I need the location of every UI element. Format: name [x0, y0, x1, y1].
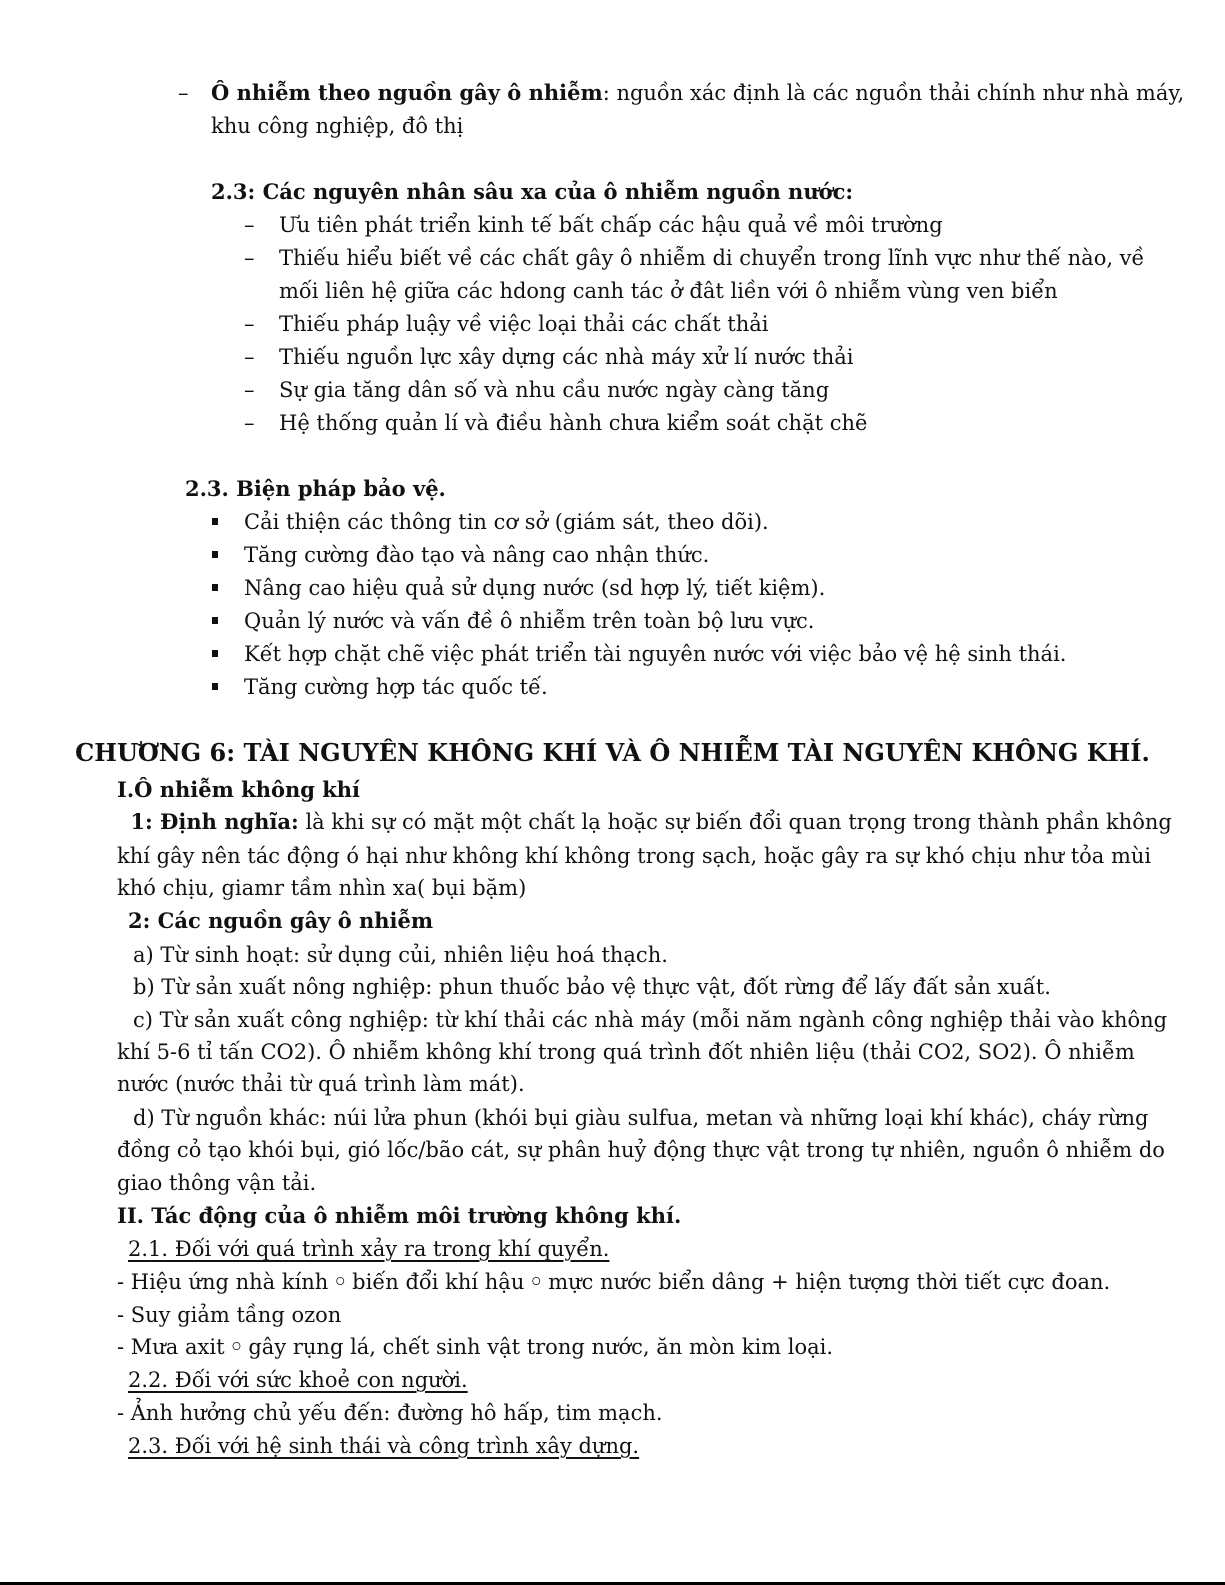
- paragraph-line: d) Từ nguồn khác: núi lửa phun (khói bụi giàu sulfua, metan và những loại khí khác), cháy rừng: [133, 1106, 1149, 1130]
- dash-bullet: –: [244, 213, 255, 237]
- dash-bullet: –: [244, 246, 255, 270]
- list-item: Hệ thống quản lí và điều hành chưa kiểm soát chặt chẽ: [279, 411, 868, 435]
- dash-bullet: –: [244, 312, 255, 336]
- definition-line: khí gây nên tác động ó hại như không khí không trong sạch, hoặc gây ra sự khó chịu như tỏa mùi: [117, 844, 1152, 868]
- square-bullet: [212, 518, 218, 525]
- paragraph-line: - Mưa axit ￮ gây rụng lá, chết sinh vật trong nước, ăn mòn kim loại.: [117, 1335, 834, 1359]
- definition-label: 1: Định nghĩa:: [130, 809, 299, 834]
- subsection-heading: 2: Các nguồn gây ô nhiễm: [128, 908, 434, 933]
- paragraph-line: b) Từ sản xuất nông nghiệp: phun thuốc bảo vệ thực vật, đốt rừng để lấy đất sản xuất.: [133, 975, 1051, 999]
- dash-bullet: –: [178, 81, 189, 105]
- item-bold-label: Ô nhiễm theo nguồn gây ô nhiễm: [211, 80, 603, 105]
- subsection-heading: 2.2. Đối với sức khoẻ con người.: [128, 1368, 468, 1392]
- definition-line: khó chịu, giamr tầm nhìn xa( bụi bặm): [117, 876, 527, 900]
- square-bullet: [212, 551, 218, 558]
- square-bullet: [212, 650, 218, 657]
- list-item: Thiếu nguồn lực xây dựng các nhà máy xử lí nước thải: [279, 345, 854, 369]
- paragraph-line: nước (nước thải từ quá trình làm mát).: [117, 1072, 525, 1096]
- paragraph-line: giao thông vận tải.: [117, 1171, 317, 1195]
- list-item: Thiếu pháp luậy về việc loại thải các chất thải: [279, 312, 769, 336]
- chapter-title: CHƯƠNG 6: TÀI NGUYÊN KHÔNG KHÍ VÀ Ô NHIỄM TÀI NGUYÊN KHÔNG KHÍ.: [75, 738, 1150, 767]
- square-bullet: [212, 617, 218, 624]
- subsection-heading: 2.1. Đối với quá trình xảy ra trong khí quyển.: [128, 1237, 610, 1261]
- list-item: Tăng cường hợp tác quốc tế.: [244, 675, 548, 699]
- dash-bullet: –: [244, 411, 255, 435]
- list-item: Ưu tiên phát triển kinh tế bất chấp các hậu quả về môi trường: [279, 213, 943, 237]
- list-item: Quản lý nước và vấn đề ô nhiễm trên toàn bộ lưu vực.: [244, 609, 815, 633]
- list-item: Thiếu hiểu biết về các chất gây ô nhiễm di chuyển trong lĩnh vực như thế nào, về: [279, 246, 1145, 270]
- paragraph-line: đồng cỏ tạo khói bụi, gió lốc/bão cát, sự phân huỷ động thực vật trong tự nhiên, nguồn ô nhiễm do: [117, 1138, 1165, 1162]
- square-bullet: [212, 584, 218, 591]
- paragraph-line: c) Từ sản xuất công nghiệp: từ khí thải các nhà máy (mỗi năm ngành công nghiệp thải vào không: [133, 1008, 1168, 1032]
- paragraph-line: a) Từ sinh hoạt: sử dụng củi, nhiên liệu hoá thạch.: [133, 943, 668, 967]
- definition-line: 1: Định nghĩa: là khi sự có mặt một chất lạ hoặc sự biến đổi quan trọng trong thành phần không: [130, 809, 1172, 834]
- square-bullet: [212, 683, 218, 690]
- item-text: : nguồn xác định là các nguồn thải chính như nhà máy,: [602, 81, 1185, 105]
- list-item: Nâng cao hiệu quả sử dụng nước (sd hợp lý, tiết kiệm).: [244, 576, 826, 600]
- section-heading: I.Ô nhiễm không khí: [117, 777, 361, 802]
- subsection-heading: 2.3. Đối với hệ sinh thái và công trình xây dựng.: [128, 1434, 640, 1458]
- list-item: Sự gia tăng dân số và nhu cầu nước ngày càng tăng: [279, 378, 830, 402]
- protection-heading: 2.3. Biện pháp bảo vệ.: [185, 476, 446, 501]
- list-item: Tăng cường đào tạo và nâng cao nhận thức.: [244, 543, 710, 567]
- paragraph-line: - Suy giảm tầng ozon: [117, 1303, 342, 1327]
- dash-bullet: –: [244, 378, 255, 402]
- list-item: Kết hợp chặt chẽ việc phát triển tài nguyên nước với việc bảo vệ hệ sinh thái.: [244, 642, 1067, 666]
- pollution-source-item: [211, 77, 1184, 109]
- item-text-line2: khu công nghiệp, đô thị: [211, 114, 464, 138]
- section-heading: II. Tác động của ô nhiễm môi trường không khí.: [117, 1203, 682, 1228]
- dash-bullet: –: [244, 345, 255, 369]
- paragraph-line: - Hiệu ứng nhà kính ￮ biến đổi khí hậu ￮ mực nước biển dâng + hiện tượng thời tiết cực đoan.: [117, 1270, 1111, 1294]
- causes-heading: 2.3: Các nguyên nhân sâu xa của ô nhiễm nguồn nước:: [211, 179, 854, 204]
- list-item-continuation: mối liên hệ giữa các hdong canh tác ở đât liền với ô nhiễm vùng ven biển: [279, 279, 1058, 303]
- list-item: Cải thiện các thông tin cơ sở (giám sát, theo dõi).: [244, 510, 769, 534]
- paragraph-line: khí 5-6 tỉ tấn CO2). Ô nhiễm không khí trong quá trình đốt nhiên liệu (thải CO2, SO2). Ô nhiễm: [117, 1040, 1135, 1064]
- paragraph-line: - Ảnh hưởng chủ yếu đến: đường hô hấp, tim mạch.: [117, 1401, 663, 1425]
